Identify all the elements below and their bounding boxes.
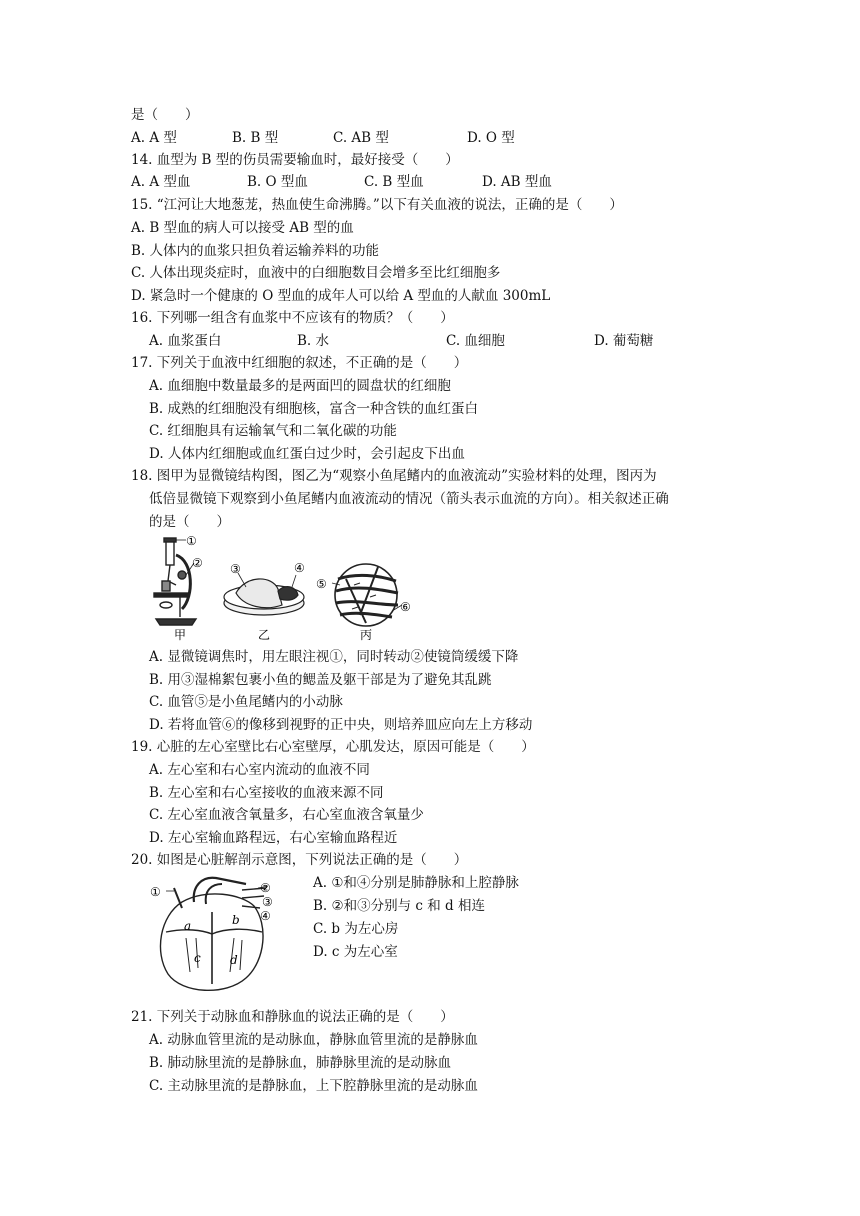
q13-stem-tail: 是（ ） — [131, 107, 199, 123]
q18-option-b: B. 用③湿棉絮包裹小鱼的鳃盖及躯干部是为了避免其乱跳 — [149, 672, 492, 688]
q16-option-a: A. 血浆蛋白 — [149, 333, 222, 349]
q13-option-c: C. AB 型 — [333, 130, 389, 146]
q17-option-a: A. 血细胞中数量最多的是两面凹的圆盘状的红细胞 — [149, 378, 451, 394]
q18-caption-bing: 丙 — [360, 628, 373, 641]
q19-option-c: C. 左心室血液含氧量多，右心室血液含氧量少 — [149, 807, 424, 823]
q18-figure — [146, 535, 426, 641]
q20-label-2: ② — [260, 881, 271, 895]
q15-option-d: D. 紧急时一个健康的 O 型血的成年人可以给 A 型血的人献血 300mL — [131, 288, 551, 304]
q18-label-3: ③ — [230, 562, 241, 576]
q20-option-c: C. b 为左心房 — [313, 921, 399, 937]
q20-label-3: ③ — [262, 895, 273, 909]
q17-option-b: B. 成熟的红细胞没有细胞核，富含一种含铁的血红蛋白 — [149, 401, 479, 417]
q18-stem-line-1: 18. 图甲为显微镜结构图，图乙为“观察小鱼尾鳍内的血液流动”实验材料的处理，图丙为 — [131, 468, 657, 484]
q13-option-a: A. A 型 — [131, 130, 177, 146]
q20-heart-figure — [146, 872, 296, 998]
q18-label-4: ④ — [294, 561, 305, 575]
heart-drawing — [160, 878, 268, 991]
q18-caption-jia: 甲 — [174, 628, 187, 641]
q20-option-a: A. ①和④分别是肺静脉和上腔静脉 — [313, 875, 519, 891]
q17-option-c: C. 红细胞具有运输氧气和二氧化碳的功能 — [149, 423, 397, 439]
q18-label-5: ⑤ — [316, 577, 327, 591]
q18-label-1: ① — [186, 535, 197, 548]
q20-label-4: ④ — [260, 909, 271, 923]
q18-option-a: A. 显微镜调焦时，用左眼注视①，同时转动②使镜筒缓缓下降 — [149, 649, 519, 665]
q21-option-b: B. 肺动脉里流的是静脉血，肺静脉里流的是动脉血 — [149, 1055, 452, 1071]
microscope-drawing — [154, 538, 196, 625]
q19-option-d: D. 左心室输血路程远，右心室输血路程近 — [149, 830, 398, 846]
q16-option-b: B. 水 — [297, 333, 330, 349]
fish-dish-drawing — [224, 573, 304, 615]
q14-option-b: B. O 型血 — [247, 174, 308, 190]
q15-option-a: A. B 型血的病人可以接受 AB 型的血 — [131, 220, 354, 236]
q19-stem: 19. 心脏的左心室壁比右心室壁厚，心肌发达，原因可能是（ ） — [131, 739, 535, 755]
q19-option-a: A. 左心室和右心室内流动的血液不同 — [149, 762, 370, 778]
q21-option-a: A. 动脉血管里流的是动脉血，静脉血管里流的是静脉血 — [149, 1032, 478, 1048]
q21-stem: 21. 下列关于动脉血和静脉血的说法正确的是（ ） — [131, 1009, 454, 1025]
q18-stem-line-3: 的是（ ） — [149, 514, 230, 530]
q20-option-d: D. c 为左心室 — [313, 944, 398, 960]
q14-option-c: C. B 型血 — [364, 174, 424, 190]
q18-label-2: ② — [192, 556, 203, 570]
q18-label-6: ⑥ — [400, 600, 411, 614]
q18-caption-yi: 乙 — [258, 628, 271, 641]
q14-option-a: A. A 型血 — [131, 174, 191, 190]
q20-label-b: b — [232, 913, 240, 927]
q20-label-1: ① — [150, 885, 161, 899]
q15-option-b: B. 人体内的血浆只担负着运输养料的功能 — [131, 243, 380, 259]
blood-flow-view-drawing — [332, 564, 402, 626]
q15-option-c: C. 人体出现炎症时，血液中的白细胞数目会增多至比红细胞多 — [131, 265, 501, 281]
q13-option-b: B. B 型 — [232, 130, 279, 146]
q17-option-d: D. 人体内红细胞或血红蛋白过少时，会引起皮下出血 — [149, 446, 465, 462]
q21-option-c: C. 主动脉里流的是静脉血，上下腔静脉里流的是动脉血 — [149, 1078, 478, 1094]
q20-label-a: a — [184, 919, 192, 933]
q17-stem: 17. 下列关于血液中红细胞的叙述，不正确的是（ ） — [131, 355, 468, 371]
q18-option-c: C. 血管⑤是小鱼尾鳍内的小动脉 — [149, 694, 343, 710]
q20-label-d: d — [230, 953, 238, 967]
q20-option-b: B. ②和③分别与 c 和 d 相连 — [313, 898, 485, 914]
q13-option-d: D. O 型 — [467, 130, 515, 146]
q16-option-d: D. 葡萄糖 — [594, 333, 654, 349]
q20-label-c: c — [194, 951, 201, 965]
q20-stem: 20. 如图是心脏解剖示意图，下列说法正确的是（ ） — [131, 852, 468, 868]
q14-stem: 14. 血型为 B 型的伤员需要输血时，最好接受（ ） — [131, 152, 459, 168]
q18-option-d: D. 若将血管⑥的像移到视野的正中央，则培养皿应向左上方移动 — [149, 717, 533, 733]
q16-stem: 16. 下列哪一组含有血浆中不应该有的物质？（ ） — [131, 310, 454, 326]
q15-stem: 15. “江河让大地葱茏，热血使生命沸腾。”以下有关血液的说法，正确的是（ ） — [131, 197, 623, 213]
q18-stem-line-2: 低倍显微镜下观察到小鱼尾鳍内血液流动的情况（箭头表示血流的方向）。相关叙述正确 — [149, 491, 669, 507]
q16-option-c: C. 血细胞 — [446, 333, 505, 349]
q14-option-d: D. AB 型血 — [482, 174, 552, 190]
q19-option-b: B. 左心室和右心室接收的血液来源不同 — [149, 785, 384, 801]
